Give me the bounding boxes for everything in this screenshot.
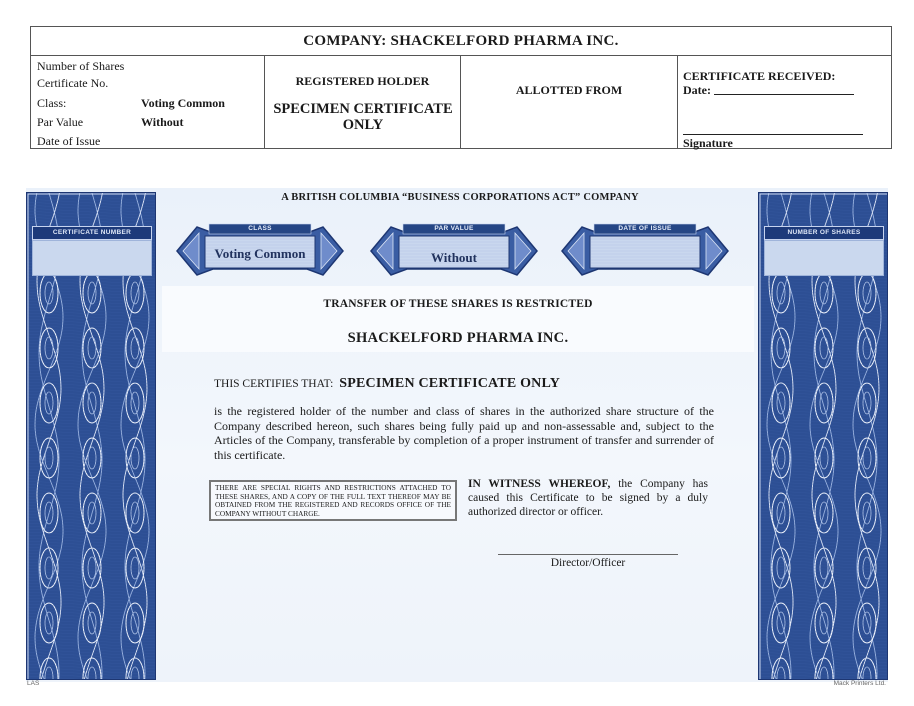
- witness-lead: IN WITNESS WHEREOF,: [468, 478, 611, 490]
- class-medallion-value: Voting Common: [214, 246, 306, 261]
- guilloche-loop: [40, 658, 58, 680]
- par-value-label: Par Value: [37, 115, 84, 129]
- par-value-medallion: [369, 221, 539, 281]
- certifies-label: THIS CERTIFIES THAT:: [214, 378, 334, 390]
- guilloche-loop: [45, 612, 53, 634]
- class-label: Class:: [37, 96, 67, 110]
- class-medallion: [175, 221, 345, 281]
- registered-holder-header: REGISTERED HOLDER: [295, 74, 430, 88]
- certifies-line: [214, 376, 560, 392]
- footer-printer: Mack Printers Ltd.: [833, 680, 886, 687]
- holder-name: SPECIMEN CERTIFICATE ONLY: [339, 376, 561, 391]
- date-of-issue-label: Date of Issue: [37, 134, 101, 148]
- certificate-body-text: is the registered holder of the number and class of shares in the authorized share structure of the Company described hereon, such shares being fully paid up and non-assessable and, subject to the Articles of the Company, transferable by completion of a proper instrument of transfer and surrender of this certificate.: [214, 404, 714, 462]
- certificate-number-box: [32, 240, 152, 276]
- certificate-no-label: Certificate No.: [37, 76, 109, 90]
- act-line: A BRITISH COLUMBIA “BUSINESS CORPORATIONS ACT” COMPANY: [281, 192, 639, 203]
- guilloche-loop: [863, 557, 871, 579]
- stub-company-title: COMPANY: SHACKELFORD PHARMA INC.: [31, 27, 891, 56]
- transfer-restricted-notice: TRANSFER OF THESE SHARES IS RESTRICTED: [323, 298, 593, 310]
- left-guilloche-panel: [26, 192, 156, 680]
- guilloche-loop: [777, 337, 785, 359]
- special-rights-notice: THERE ARE SPECIAL RIGHTS AND RESTRICTIONS ATTACHED TO THESE SHARES, AND A COPY OF THE FULL TEXT THEREOF MAY BE OBTAINED FROM THE REGISTERED AND RECORDS OFFICE OF THE COMPANY WITHOUT CHARGE.: [209, 480, 457, 521]
- witness-clause: [468, 477, 708, 519]
- number-of-shares-label: Number of Shares: [37, 59, 125, 73]
- guilloche-loop: [131, 392, 139, 414]
- signature-line: [683, 134, 863, 135]
- date-label: Date:: [683, 83, 711, 97]
- date-of-issue-medallion: [560, 221, 730, 281]
- guilloche-loop: [777, 667, 785, 680]
- guilloche-loop: [45, 667, 53, 680]
- guilloche-loop: [131, 612, 139, 634]
- par-value-medallion-value: Without: [431, 250, 477, 265]
- number-of-shares-box: [764, 240, 884, 276]
- guilloche-loop: [45, 447, 53, 469]
- stub-divider: [677, 55, 678, 148]
- director-officer-label: Director/Officer: [550, 557, 626, 569]
- witness-text: the Company has caused this Certificate to be signed by a duly authorized director or officer.: [468, 478, 708, 518]
- director-signature-line: [498, 554, 678, 555]
- guilloche-loop: [820, 667, 828, 680]
- guilloche-loop: [777, 612, 785, 634]
- guilloche-loop: [88, 667, 96, 680]
- guilloche-loop: [131, 447, 139, 469]
- guilloche-loop: [863, 612, 871, 634]
- right-guilloche-panel: [758, 192, 888, 680]
- guilloche-hatch: [27, 679, 156, 680]
- footer-left: LAS: [27, 680, 40, 687]
- company-name: SHACKELFORD PHARMA INC.: [347, 330, 569, 346]
- guilloche-loop: [863, 392, 871, 414]
- par-value-medallion-header: PAR VALUE: [434, 225, 474, 232]
- class-value: Voting Common: [141, 96, 225, 110]
- registered-holder-value: SPECIMEN CERTIFICATE ONLY: [273, 101, 453, 133]
- signature-label: Signature: [683, 136, 733, 150]
- certificate-received-header: CERTIFICATE RECEIVED:: [683, 69, 836, 83]
- guilloche-loop: [772, 658, 790, 680]
- guilloche-loop: [777, 447, 785, 469]
- stub-record: [30, 26, 892, 149]
- number-of-shares-label-panel: NUMBER OF SHARES: [764, 226, 884, 240]
- date-of-issue-medallion-header: DATE OF ISSUE: [618, 225, 672, 232]
- allotted-from-header: ALLOTTED FROM: [515, 83, 623, 97]
- guilloche-loop: [45, 337, 53, 359]
- certificate-number-label: CERTIFICATE NUMBER: [32, 226, 152, 240]
- par-value-value: Without: [141, 115, 184, 129]
- class-medallion-header: CLASS: [248, 225, 272, 232]
- date-line: [714, 94, 854, 95]
- guilloche-loop: [863, 447, 871, 469]
- stub-divider: [264, 55, 265, 148]
- stub-divider: [460, 55, 461, 148]
- guilloche-loop: [131, 557, 139, 579]
